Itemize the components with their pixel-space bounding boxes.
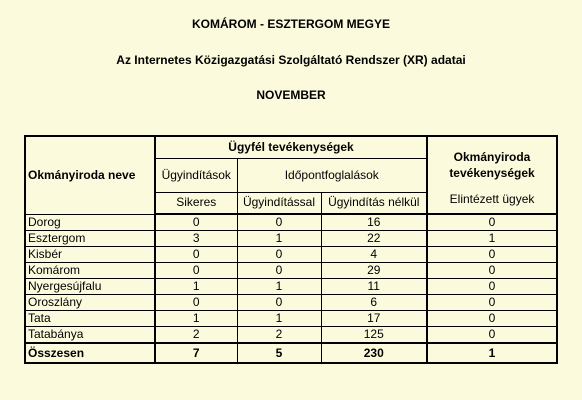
total-completed: 1 <box>427 343 557 363</box>
table-row <box>25 231 557 247</box>
without-initiation-cell: 4 <box>321 247 427 263</box>
table-row <box>25 327 557 344</box>
completed-cell: 0 <box>427 279 557 295</box>
completed-cell: 0 <box>427 263 557 279</box>
without-initiation-cell: 125 <box>321 327 427 344</box>
successful-cell: 3 <box>155 231 237 247</box>
with-initiation-cell: 1 <box>237 311 321 327</box>
successful-cell: 0 <box>155 214 237 231</box>
completed-cell: 0 <box>427 295 557 311</box>
table-row <box>25 295 557 311</box>
office-name-cell: Oroszlány <box>25 295 155 311</box>
with-initiation-cell: 2 <box>237 327 321 344</box>
office-name-cell: Dorog <box>25 214 155 231</box>
office-name-header: Okmányiroda neve <box>25 136 155 214</box>
total-successful: 7 <box>155 343 237 363</box>
without-initiation-cell: 22 <box>321 231 427 247</box>
successful-header: Sikeres <box>155 192 237 214</box>
office-name-cell: Tata <box>25 311 155 327</box>
with-initiation-cell: 0 <box>237 263 321 279</box>
total-label: Összesen <box>25 343 155 363</box>
client-activities-header: Ügyfél tevékenységek <box>155 136 427 158</box>
office-name-cell: Kisbér <box>25 247 155 263</box>
with-initiation-cell: 1 <box>237 279 321 295</box>
initiations-subheader: Ügyindítások <box>155 158 237 192</box>
office-name-cell: Nyergesújfalu <box>25 279 155 295</box>
table-row <box>25 214 557 231</box>
office-activities-header: Okmányiroda tevékenységek <box>427 136 557 192</box>
without-initiation-cell: 17 <box>321 311 427 327</box>
office-name-cell: Komárom <box>25 263 155 279</box>
without-initiation-cell: 29 <box>321 263 427 279</box>
without-initiation-header: Ügyindítás nélkül <box>321 192 427 214</box>
successful-cell: 1 <box>155 279 237 295</box>
successful-cell: 0 <box>155 295 237 311</box>
office-name-cell: Esztergom <box>25 231 155 247</box>
total-row <box>25 343 557 363</box>
table-row <box>25 279 557 295</box>
completed-cell: 0 <box>427 311 557 327</box>
without-initiation-cell: 11 <box>321 279 427 295</box>
successful-cell: 0 <box>155 247 237 263</box>
with-initiation-header: Ügyindítással <box>237 192 321 214</box>
without-initiation-cell: 6 <box>321 295 427 311</box>
without-initiation-cell: 16 <box>321 214 427 231</box>
page-subtitle: Az Internetes Közigazgatási Szolgáltató Rendszer (XR) adatai <box>116 53 466 67</box>
total-with-initiation: 5 <box>237 343 321 363</box>
table-row <box>25 247 557 263</box>
with-initiation-cell: 0 <box>237 247 321 263</box>
total-without-initiation: 230 <box>321 343 427 363</box>
appointments-subheader: Időpontfoglalások <box>237 158 427 192</box>
with-initiation-cell: 0 <box>237 295 321 311</box>
office-name-cell: Tatabánya <box>25 327 155 344</box>
successful-cell: 2 <box>155 327 237 344</box>
successful-cell: 1 <box>155 311 237 327</box>
with-initiation-cell: 1 <box>237 231 321 247</box>
successful-cell: 0 <box>155 263 237 279</box>
completed-cell: 1 <box>427 231 557 247</box>
completed-cell: 0 <box>427 247 557 263</box>
completed-cases-header: Elintézett ügyek <box>427 192 557 214</box>
page-title: KOMÁROM - ESZTERGOM MEGYE <box>192 17 390 31</box>
completed-cell: 0 <box>427 214 557 231</box>
completed-cell: 0 <box>427 327 557 344</box>
statistics-table <box>24 135 558 364</box>
table-row <box>25 311 557 327</box>
with-initiation-cell: 0 <box>237 214 321 231</box>
table-row <box>25 263 557 279</box>
month-label: NOVEMBER <box>256 88 326 102</box>
